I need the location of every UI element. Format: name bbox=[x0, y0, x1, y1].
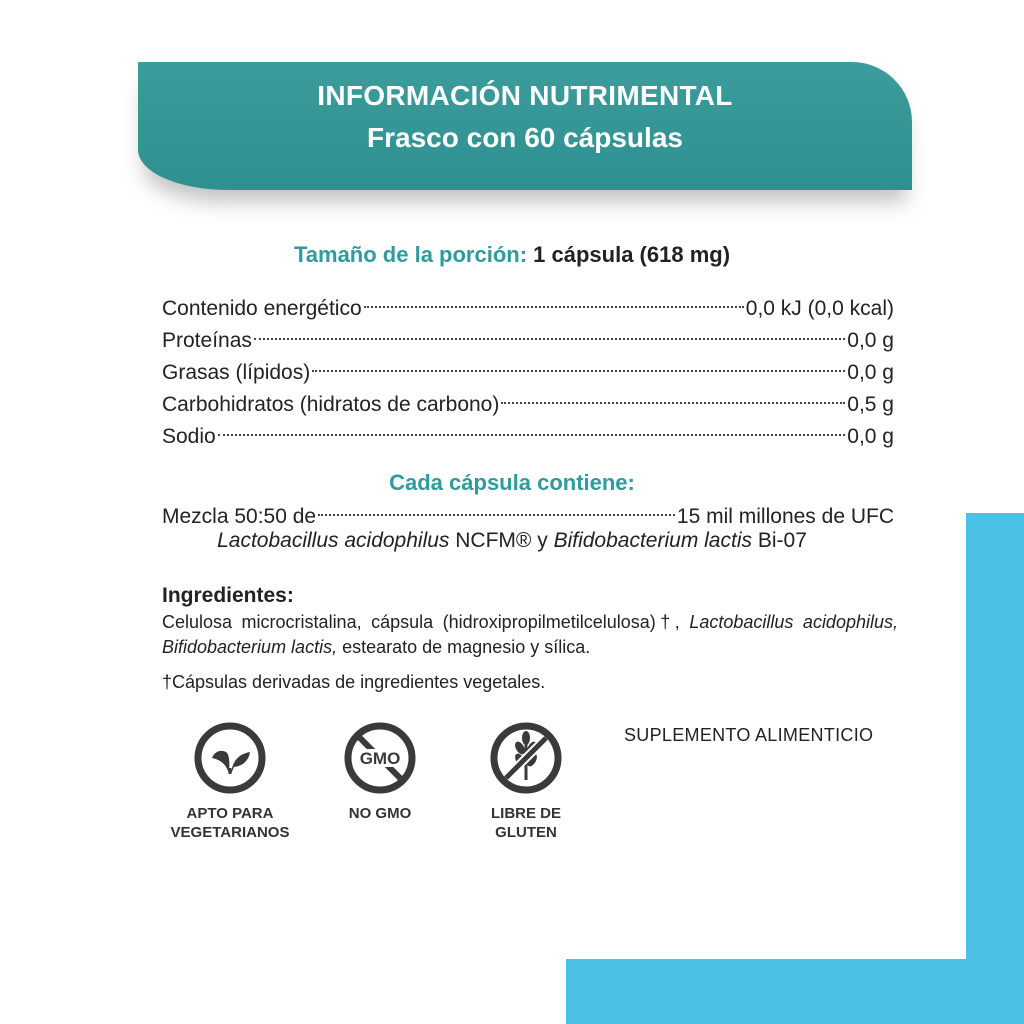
nutrient-label: Proteínas bbox=[162, 329, 252, 352]
badge-line-2: VEGETARIANOS bbox=[170, 824, 290, 841]
mix-label: Mezcla 50:50 de bbox=[162, 505, 317, 528]
badge-vegetarian bbox=[150, 722, 310, 842]
serving-value: 1 cápsula (618 mg) bbox=[533, 242, 731, 267]
nutrition-row bbox=[162, 421, 894, 453]
header-banner bbox=[138, 62, 912, 190]
ingredients-title: Ingredientes: bbox=[162, 584, 294, 607]
nutrition-row bbox=[162, 389, 894, 421]
dot-leader bbox=[254, 338, 845, 340]
nutrient-value: 0,5 g bbox=[847, 393, 894, 416]
nutrient-value: 0,0 g bbox=[847, 329, 894, 352]
nutrient-value: 0,0 g bbox=[847, 361, 894, 384]
dot-leader bbox=[318, 514, 675, 516]
mix-row bbox=[162, 503, 894, 531]
dot-leader bbox=[312, 370, 845, 372]
badge-line-1: LIBRE DE bbox=[490, 805, 561, 822]
capsule-mix bbox=[162, 503, 894, 531]
nutrition-row bbox=[162, 325, 894, 357]
serving-size bbox=[0, 242, 1024, 268]
no-gmo-icon bbox=[344, 722, 416, 794]
no-gluten-icon bbox=[490, 722, 562, 794]
dot-leader bbox=[364, 306, 744, 308]
nutrient-label: Sodio bbox=[162, 425, 216, 448]
dot-leader bbox=[218, 434, 846, 436]
ingredients-italic: Lactobacillus acidophilus, Bifidobacterium lactis, bbox=[162, 612, 898, 657]
nutrient-value: 0,0 kJ (0,0 kcal) bbox=[745, 297, 894, 320]
badge-line-1: NO GMO bbox=[348, 805, 412, 822]
blue-corner-decoration bbox=[566, 513, 1024, 1024]
header-subtitle: Frasco con 60 cápsulas bbox=[367, 122, 683, 153]
nutrition-row bbox=[162, 357, 894, 389]
leaf-icon bbox=[194, 722, 266, 794]
capsule-section-title: Cada cápsula contiene: bbox=[389, 470, 635, 495]
ingredients-footnote: †Cápsulas derivadas de ingredientes vegetales. bbox=[162, 672, 546, 692]
mix-value: 15 mil millones de UFC bbox=[676, 505, 894, 528]
strain-1-name: Lactobacillus acidophilus bbox=[217, 529, 450, 552]
strain-2-code: Bi-07 bbox=[757, 529, 807, 552]
nutrient-label: Contenido energético bbox=[162, 297, 362, 320]
strain-1-code: NCFM® bbox=[455, 529, 532, 552]
nutrient-label: Grasas (lípidos) bbox=[162, 361, 311, 384]
dot-leader bbox=[501, 402, 845, 404]
nutrition-row bbox=[162, 293, 894, 325]
badge-line-2: GLUTEN bbox=[495, 824, 557, 841]
nutrition-table bbox=[162, 293, 894, 453]
badge-line-1: APTO PARA bbox=[186, 805, 274, 822]
supplement-label: SUPLEMENTO ALIMENTICIO bbox=[624, 725, 874, 745]
strain-2-name: Bifidobacterium lactis bbox=[553, 529, 752, 552]
strains-line bbox=[0, 529, 1024, 553]
nutrient-value: 0,0 g bbox=[847, 425, 894, 448]
gmo-icon-text: GMO bbox=[359, 749, 401, 768]
nutrient-label: Carbohidratos (hidratos de carbono) bbox=[162, 393, 500, 416]
badge-no-gmo bbox=[300, 722, 460, 823]
badge-gluten-free bbox=[446, 722, 606, 842]
header-title: INFORMACIÓN NUTRIMENTAL bbox=[317, 80, 733, 111]
serving-label: Tamaño de la porción: bbox=[293, 242, 528, 267]
ingredients-part-2: estearato de magnesio y sílica. bbox=[342, 637, 591, 657]
ingredients-text bbox=[162, 610, 898, 660]
strain-connector: y bbox=[537, 529, 548, 552]
ingredients-part-1: Celulosa microcristalina, cápsula (hidroxipropilmetilcelulosa)†, bbox=[162, 612, 680, 632]
